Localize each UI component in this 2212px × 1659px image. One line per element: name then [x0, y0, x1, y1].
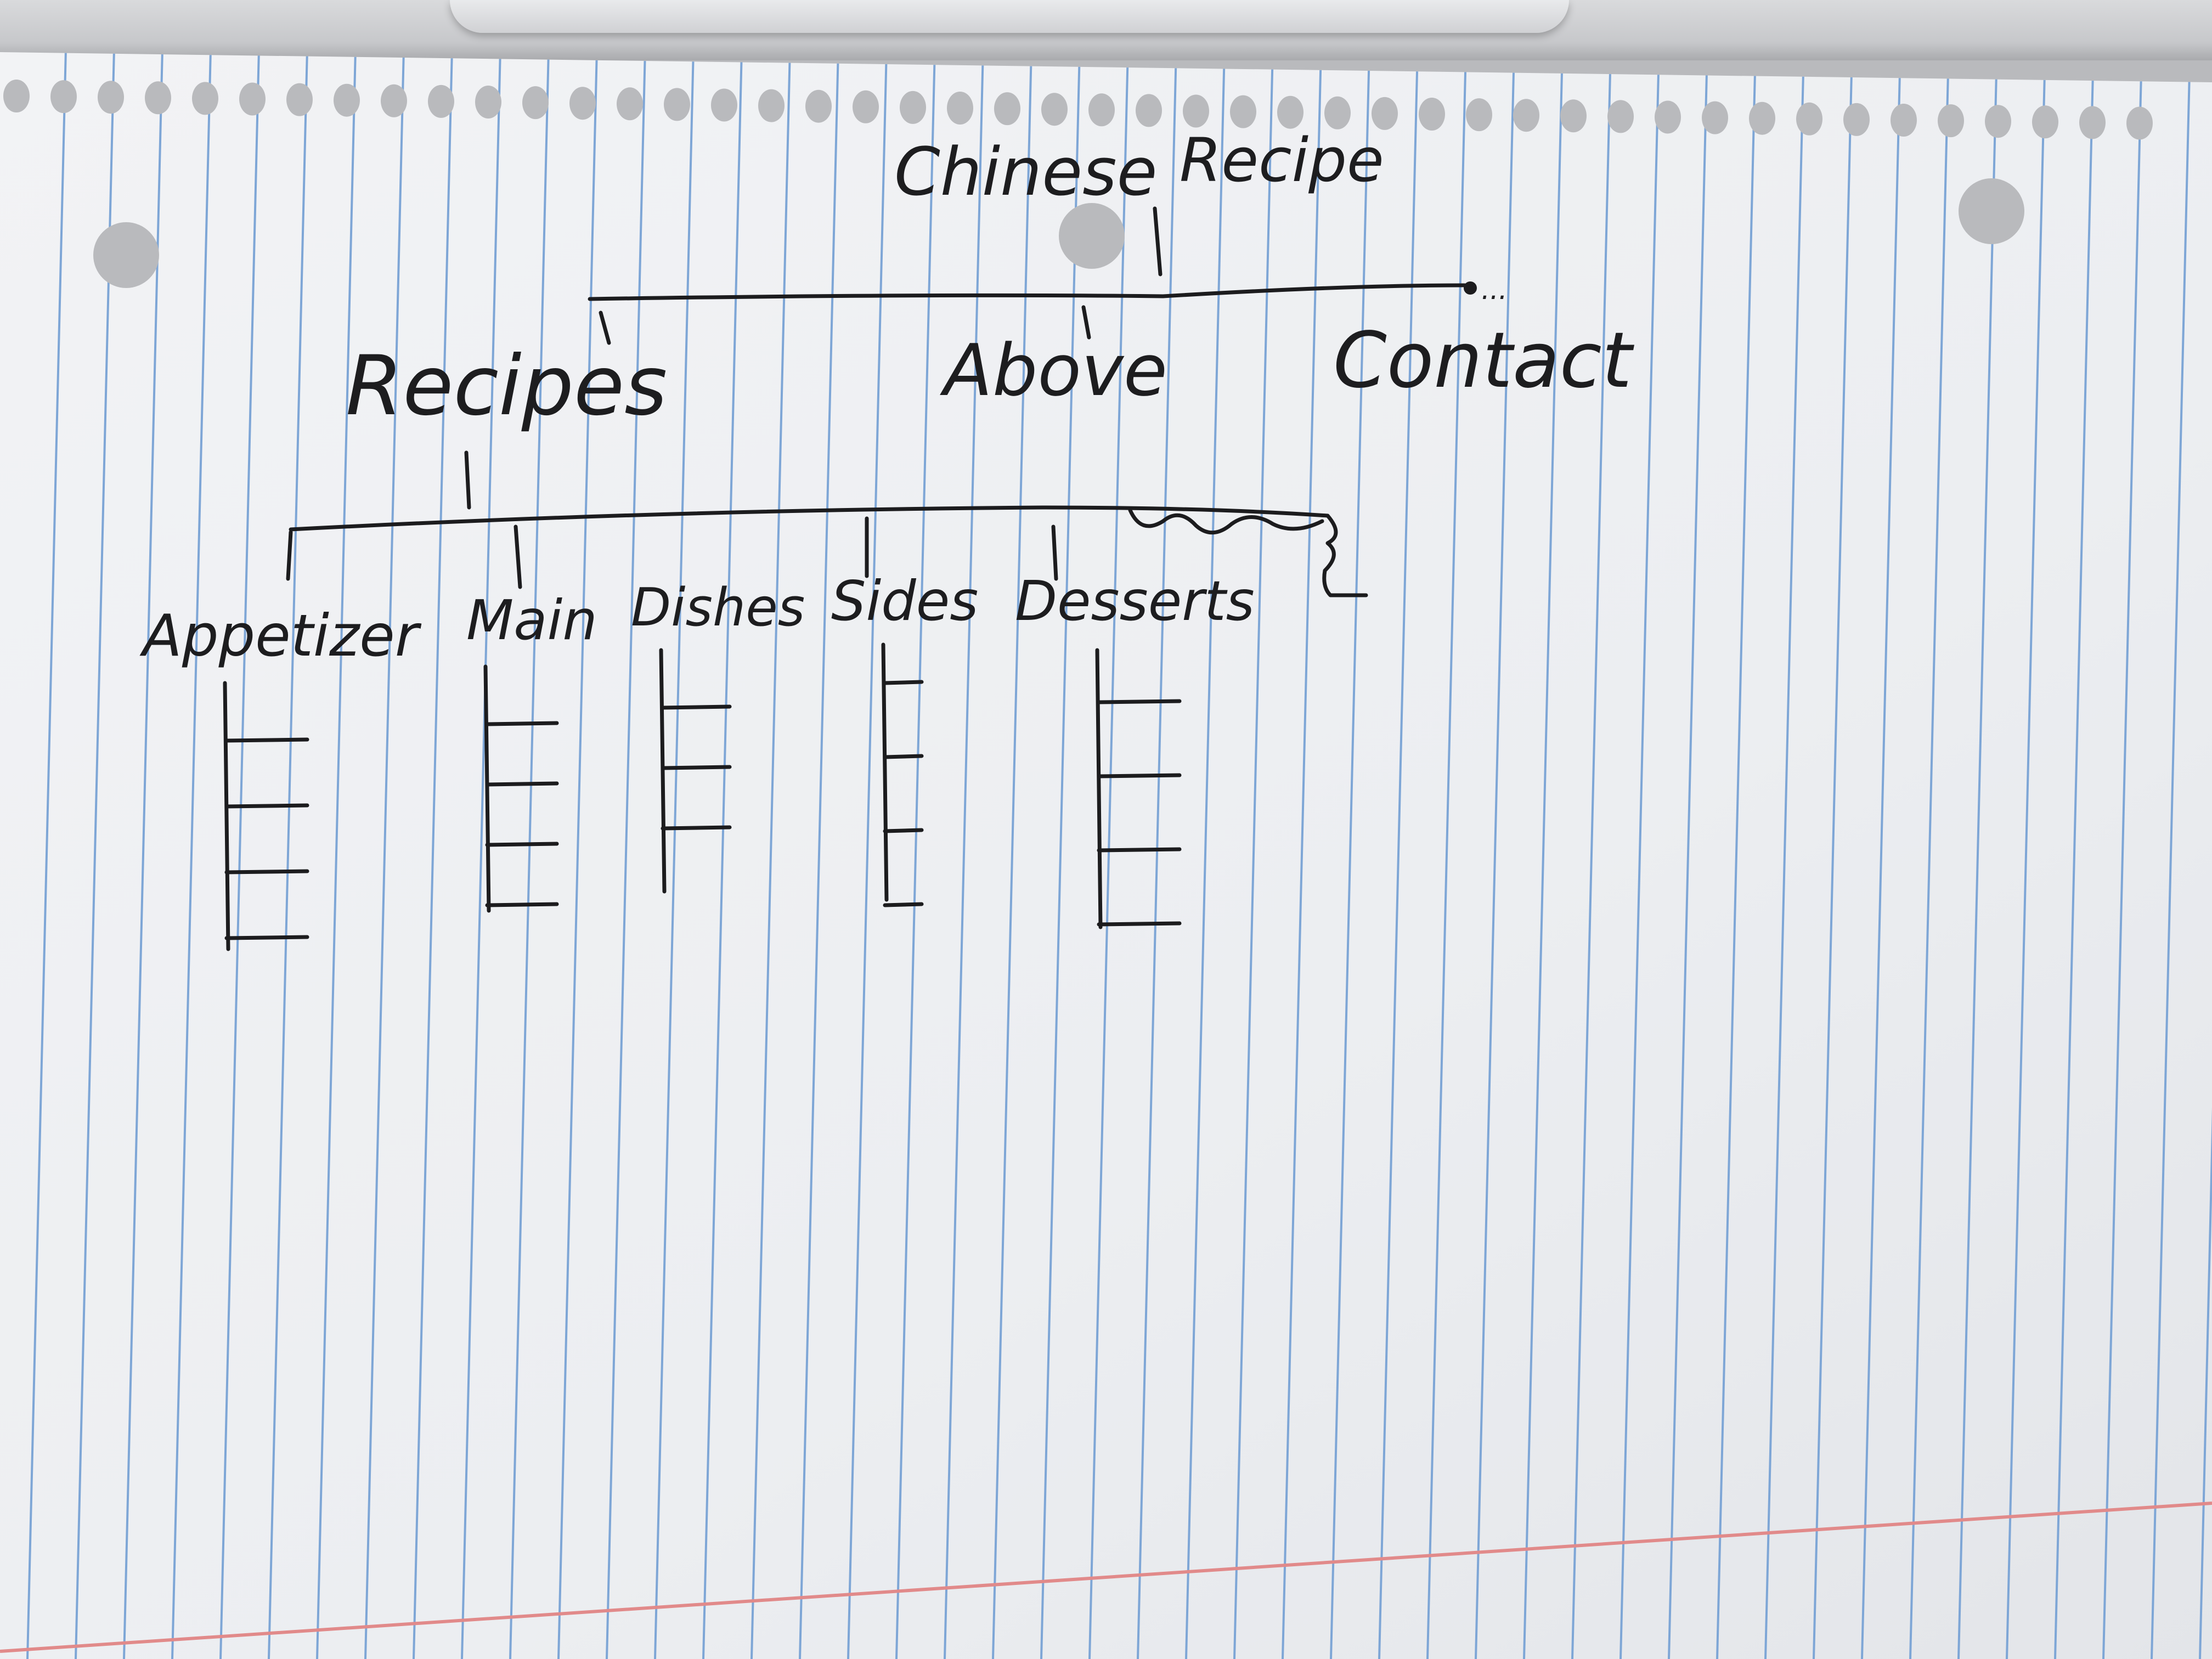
sub-page-rung [1099, 849, 1180, 850]
spiral-hole [1843, 103, 1870, 136]
sub-page-rung [885, 904, 922, 905]
binder-hole [93, 222, 159, 288]
nav-label-contact: Contact [1333, 316, 1632, 405]
continuation-dots: ... [1481, 274, 1508, 306]
title-word-recipe: Recipe [1180, 125, 1384, 195]
sub-page-rung [1099, 701, 1180, 702]
sub-page-rung [885, 682, 922, 683]
spiral-hole [2126, 107, 2153, 140]
sub-page-rung [487, 904, 557, 905]
spiral-hole [1891, 104, 1917, 137]
binder-hole [1059, 203, 1125, 269]
spiral-hole [1324, 97, 1351, 129]
spiral-hole [1938, 104, 1964, 137]
category-label-sides: Sides [831, 569, 979, 633]
sub-page-rung [227, 805, 307, 806]
spiral-hole [1183, 95, 1209, 128]
spiral-hole [1513, 99, 1539, 132]
nav-label-above: Above [944, 329, 1167, 412]
spiral-hole [1607, 100, 1634, 133]
recipes-connector [466, 453, 469, 507]
category-label-desserts: Desserts [1015, 569, 1255, 633]
spiral-hole [900, 91, 926, 124]
spiral-hole [3, 80, 30, 112]
spiral-hole [475, 86, 501, 119]
spiral-hole [50, 80, 77, 113]
spiral-hole [1088, 93, 1115, 126]
spiral-hole [1466, 98, 1492, 131]
spiral-hole [947, 92, 973, 125]
category-label-appetizer: Appetizer [143, 602, 419, 669]
sub-page-rung [885, 830, 922, 831]
drop-appetizer [288, 532, 291, 579]
spiral-hole [1749, 102, 1775, 135]
spiral-hole [1985, 105, 2011, 138]
spiral-hole [522, 86, 549, 119]
spiral-hole [2079, 106, 2106, 139]
spiral-hole [381, 84, 407, 117]
spiral-hole [145, 81, 171, 114]
spiral-hole [334, 84, 360, 117]
category-label-dishes: Dishes [631, 578, 805, 638]
spiral-hole [758, 89, 785, 122]
spiral-hole [286, 83, 313, 116]
spiral-hole [711, 89, 737, 122]
sub-page-rung [227, 937, 307, 938]
spiral-hole [1419, 98, 1445, 131]
spiral-hole [98, 81, 124, 114]
title-word-chinese: Chinese [894, 134, 1158, 211]
spiral-hole [1041, 93, 1068, 126]
sub-page-rung [487, 723, 557, 724]
binder-hole [1959, 178, 2024, 244]
spiral-hole [664, 88, 690, 121]
sub-page-rung [227, 871, 307, 872]
spiral-hole [1702, 101, 1728, 134]
branch-contact-dot [1464, 281, 1477, 295]
spiral-hole [1655, 101, 1681, 134]
sub-page-rung [885, 756, 922, 757]
spiral-hole [1277, 96, 1304, 129]
nav-label-recipes: Recipes [346, 338, 668, 434]
spiral-hole [2032, 105, 2058, 138]
spiral-hole [569, 87, 596, 120]
spiral-hole [1560, 99, 1587, 132]
sub-page-rung [663, 827, 730, 828]
spiral-hole [1230, 95, 1256, 128]
spiral-hole [239, 83, 266, 116]
sub-page-rung [1099, 775, 1180, 776]
sub-page-rung [227, 740, 307, 741]
spiral-hole [192, 82, 218, 115]
category-label-main: Main [466, 588, 597, 652]
spiral-hole [428, 85, 454, 118]
spiral-hole [994, 92, 1020, 125]
spiral-hole [1796, 103, 1822, 136]
sub-page-rung [487, 783, 557, 785]
spiral-hole [853, 91, 879, 123]
spiral-hole [617, 87, 643, 120]
sub-page-rung [663, 767, 730, 768]
sub-page-rung [1099, 923, 1180, 924]
spiral-hole [805, 90, 832, 123]
sub-page-rung [487, 844, 557, 845]
spiral-hole [1136, 94, 1162, 127]
sub-page-rung [663, 707, 730, 708]
